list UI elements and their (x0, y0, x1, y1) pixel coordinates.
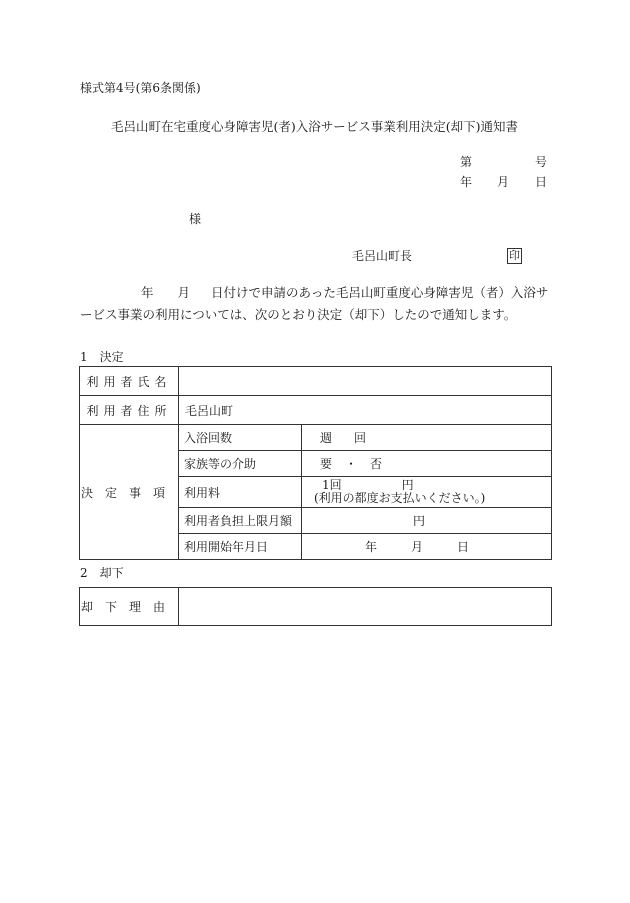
bath-count-field[interactable] (302, 425, 552, 451)
user-address-field[interactable]: 毛呂山町 (179, 396, 552, 425)
fee-field[interactable] (302, 477, 552, 508)
family-assist-label: 家族等の介助 (179, 451, 302, 477)
document-title: 毛呂山町在宅重度心身障害児(者)入浴サービス事業利用決定(却下)通知書 (111, 119, 519, 134)
notice-line-2: ービス事業の利用については、次のとおり決定（却下）したので通知します。 (80, 307, 517, 322)
family-assist-required: 要 (320, 457, 333, 471)
monthly-cap-field[interactable] (302, 508, 552, 534)
start-date-day: 日 (457, 540, 470, 554)
issuer-seal (507, 248, 522, 264)
notice-body (80, 282, 550, 326)
family-assist-not-required: 否 (370, 457, 383, 471)
notice-line-1 (80, 282, 550, 304)
date-day: 日 (535, 175, 548, 189)
monthly-cap-label: 利用者負担上限月額 (179, 508, 302, 534)
fee-yen: 円 (401, 478, 414, 492)
monthly-cap-yen: 円 (413, 514, 426, 528)
start-date-field[interactable] (302, 534, 552, 560)
family-assist-separator: ・ (345, 457, 358, 471)
addressee-honorific: 様 (189, 212, 202, 226)
fee-per-visit: 1回 (322, 478, 342, 492)
seal-mark: 印 (509, 249, 520, 262)
rejection-reason-label: 却下理由 (80, 588, 179, 626)
user-name-label: 利用者氏名 (80, 367, 179, 396)
doc-number-go: 号 (535, 155, 548, 169)
notice-year: 年 (141, 285, 154, 300)
notice-month: 月 (177, 285, 191, 300)
date-month: 月 (497, 175, 510, 189)
start-date-month: 月 (411, 540, 424, 554)
user-address-label: 利用者住所 (80, 396, 179, 425)
user-name-field[interactable] (179, 367, 552, 396)
decision-table (79, 366, 552, 560)
rejection-reason-field[interactable] (179, 588, 552, 626)
rejection-table (79, 587, 552, 626)
doc-number-dai: 第 (460, 155, 473, 169)
start-date-year: 年 (365, 540, 378, 554)
start-date-label: 利用開始年月日 (179, 534, 302, 560)
decision-items-label: 決定事項 (80, 425, 179, 560)
fee-label: 利用料 (179, 477, 302, 508)
notice-line-1-text: 日付けで申請のあった毛呂山町重度心身障害児（者）入浴サ (211, 285, 549, 300)
section1-heading: 1 決定 (80, 350, 124, 364)
bath-count-week: 週 (320, 431, 333, 445)
family-assist-field[interactable] (302, 451, 552, 477)
fee-note: (利用の都度お支払いください。) (314, 491, 486, 505)
bath-count-label: 入浴回数 (179, 425, 302, 451)
date-year: 年 (460, 175, 473, 189)
issuer-name: 毛呂山町長 (352, 249, 413, 263)
form-number: 様式第4号(第6条関係) (80, 81, 201, 95)
bath-count-times: 回 (354, 431, 367, 445)
section2-heading: 2 却下 (80, 566, 124, 580)
